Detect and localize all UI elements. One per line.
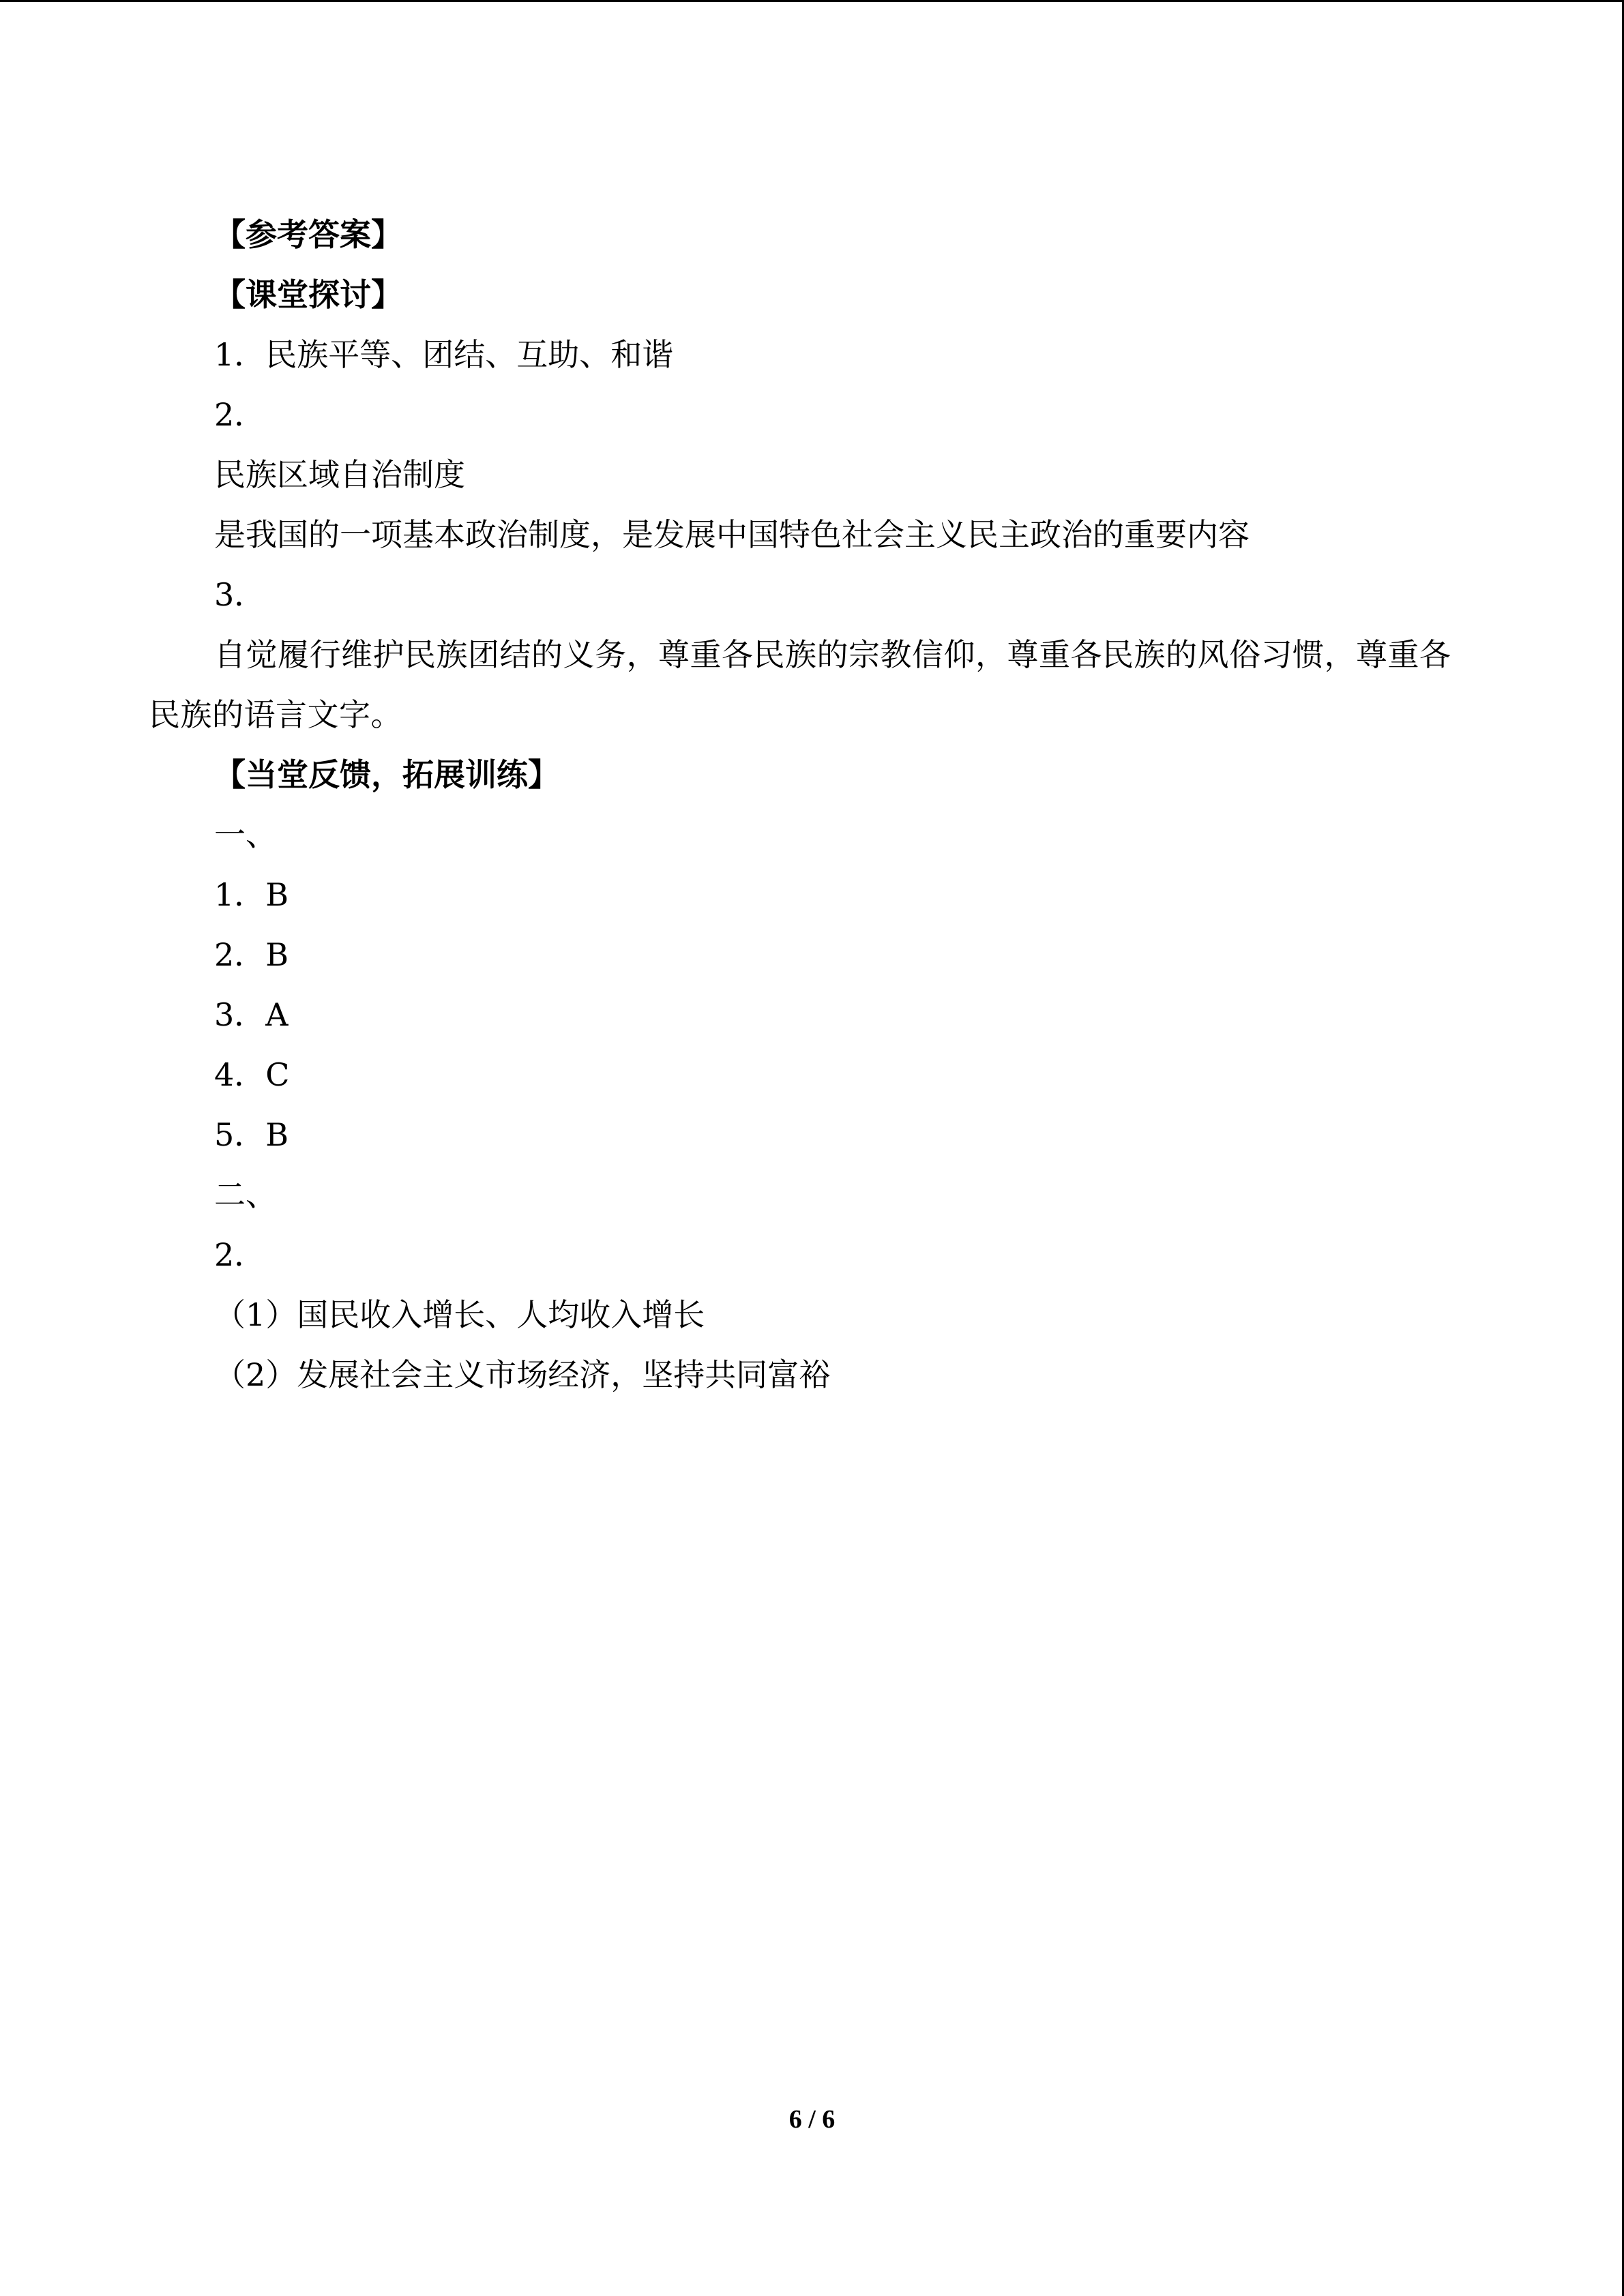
answer-line: 民族区域自治制度 <box>214 456 465 493</box>
section-heading-class-discussion: 【课堂探讨】 <box>214 276 402 313</box>
answer-line: （2）发展社会主义市场经济，坚持共同富裕 <box>214 1356 831 1393</box>
answer-line: 4．C <box>214 1056 290 1093</box>
answer-line: 2． <box>214 1236 266 1273</box>
answer-line: 一、 <box>214 816 277 853</box>
answer-line: 2．B <box>214 936 289 973</box>
answer-line: 5．B <box>214 1116 289 1153</box>
answer-paragraph: 自觉履行维护民族团结的义务，尊重各民族的宗教信仰，尊重各民族的风俗习惯，尊重各民族的语言文字。 <box>149 636 1451 733</box>
answer-line: 1．B <box>214 876 289 913</box>
section-heading-reference-answer: 【参考答案】 <box>214 216 402 253</box>
answer-line: 3．A <box>214 996 289 1033</box>
answer-line: 3． <box>214 576 266 613</box>
answer-line: 1．民族平等、团结、互助、和谐 <box>214 336 674 373</box>
answer-line: 2． <box>214 396 266 433</box>
answer-line: 二、 <box>214 1176 277 1213</box>
answer-line: （1）国民收入增长、人均收入增长 <box>214 1296 705 1333</box>
document-body <box>149 205 1458 1405</box>
page-number: 6 / 6 <box>788 2105 836 2134</box>
section-heading-feedback-training: 【当堂反馈，拓展训练】 <box>214 756 559 793</box>
answer-line: 是我国的一项基本政治制度，是发展中国特色社会主义民主政治的重要内容 <box>214 516 1250 553</box>
